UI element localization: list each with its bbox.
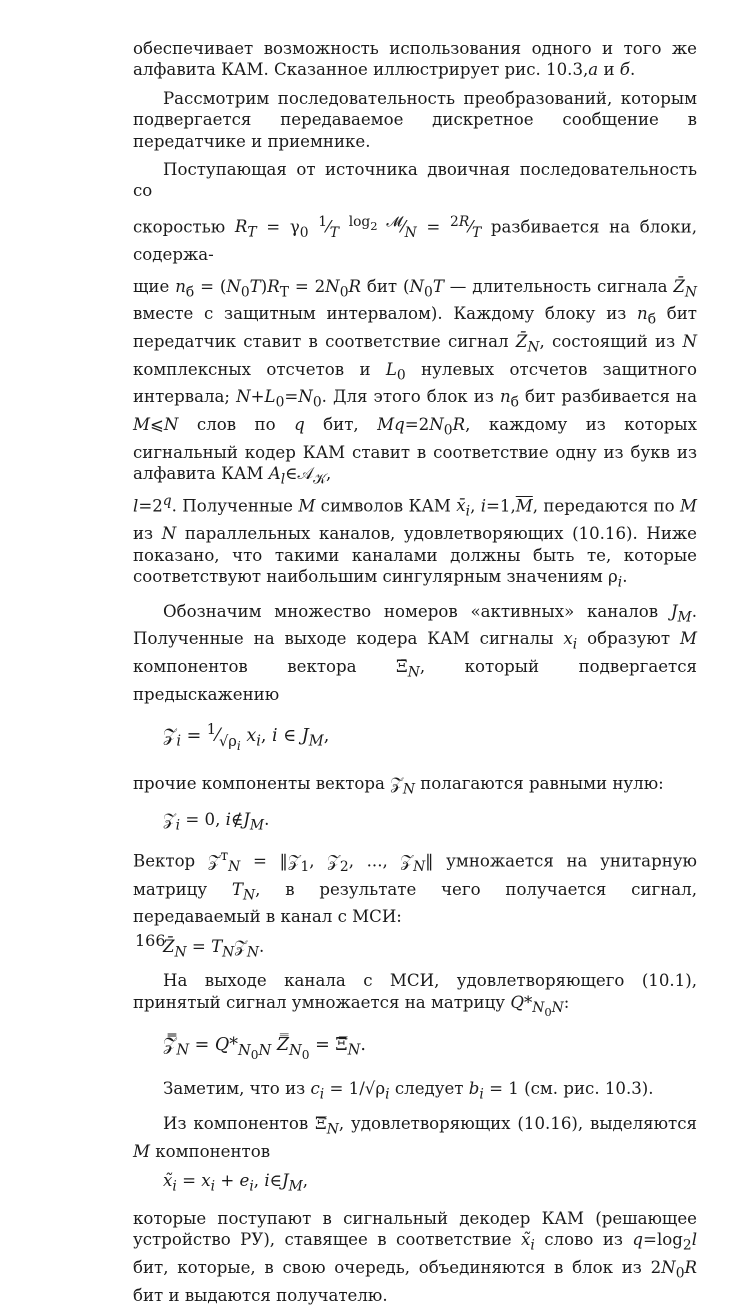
text-paragraph: Рассмотрим последовательность преобразований, которым подвергается передаваемое дискретное сообщение в передатчике и приемнике. [133,88,697,151]
equation-transmit: $Z̄_N$ = $T_N𝒵̄_N$. [163,936,265,961]
text-paragraph: щие $n_б = (N_0T)R_T = 2N_0R$ бит ($N_0T$ — длительность сигнала $Z̄_N$ вместе с защитным интервалом). Каждому блоку из $n_б$ бит передатчик ставит в соответствие сигнал $Z̄_N$, состоящий из N комплексных отсчетов и $L_0$ нулевых отсчетов защитного интервала; $N+L_0=N_0$. Для этого блок из $n_б$ бит разбивается на M⩽N слов по q бит, $Mq=2N_0R$, каждому из которых сигнальный кодер КАМ ставит в соответствие одну из букв из алфавита КАМ $A_l\in 𝒜_𝒦$, [133,276,698,488]
equation-receive: $𝒵̿_N = Q*_{N_0N}$ $Z̿_{N_0}$ = $\Xi̿_N$. [163,1035,366,1062]
text-paragraph: Из компонентов $\Xi̿_N$, удовлетворяющих (10.16), выделяются M компонентов [133,1113,697,1161]
formula-line: скоростью $R_T = \gamma_0$ $^1⁄_T$ $^{log_2 𝓜}⁄_N$ = $^{2R}⁄_T$ разбивается на блоки, содержа- [133,213,697,265]
text-paragraph: Поступающая от источника двоичная последовательность со [133,160,697,201]
text-paragraph: Обозначим множество номеров «активных» каналов $J_M$. Полученные на выходе кодера КАМ сигналы $x_i$ образуют M компонентов вектора $\Xī_N$, который подвергается предыскажению [133,601,697,704]
text-paragraph: Заметим, что из $c_i = 1/√\rho_i$ следует $b_i = 1$ (см. рис. 10.3). [163,1079,654,1103]
text-paragraph: прочие компоненты вектора $𝒵̄_N$ полагаются равными нулю: [133,773,664,798]
text-paragraph: обеспечивает возможность использования одного и того же алфавита КАМ. Сказанное иллюстрирует рис. 10.3,а и б. [133,39,697,80]
text-paragraph: которые поступают в сигнальный декодер КАМ (решающее устройство РУ), ставящее в соответствие $x̃_i$ слово из $q=\log_2l$ бит, которые, в свою очередь, объединяются в блок из $2N_0R$ бит и выдаются получателю. [133,1208,697,1305]
text-paragraph: Вектор 𝒵̄$^т_N$ = ‖𝒵$_1$, 𝒵$_2$, ..., 𝒵$_N$‖ умножается на унитарную матрицу $T_N$, в результате чего получается сигнал, передаваемый в канал с МСИ: [133,848,697,927]
text-paragraph: $l=2^q$. Полученные M символов КАМ $x̄_i$, $i=1,\overline{M}$, передаются по M из N параллельных каналов, удовлетворяющих (10.16). Ниже показано, что такими каналами должны быть те, которые соответствуют наибольшим сингулярным значениям $\rho_i$. [133,492,697,591]
equation-decoded: $x̃_i = x_i + e_i$, $i\in J_M$, [163,1171,309,1195]
equation-predistortion: 𝒵$_i$ = $^1⁄_{√\rho_i}$ $x_i$, i ∈ $J_M$, [163,721,330,753]
text-paragraph: На выходе канала с МСИ, удовлетворяющего (10.1), принятый сигнал умножается на матрицу $Q*_{N_0N}$: [133,971,697,1019]
page-number: 166 [135,931,166,950]
equation-zero-components: 𝒵$_i$ = 0, $i\notin J_M$. [163,809,270,833]
